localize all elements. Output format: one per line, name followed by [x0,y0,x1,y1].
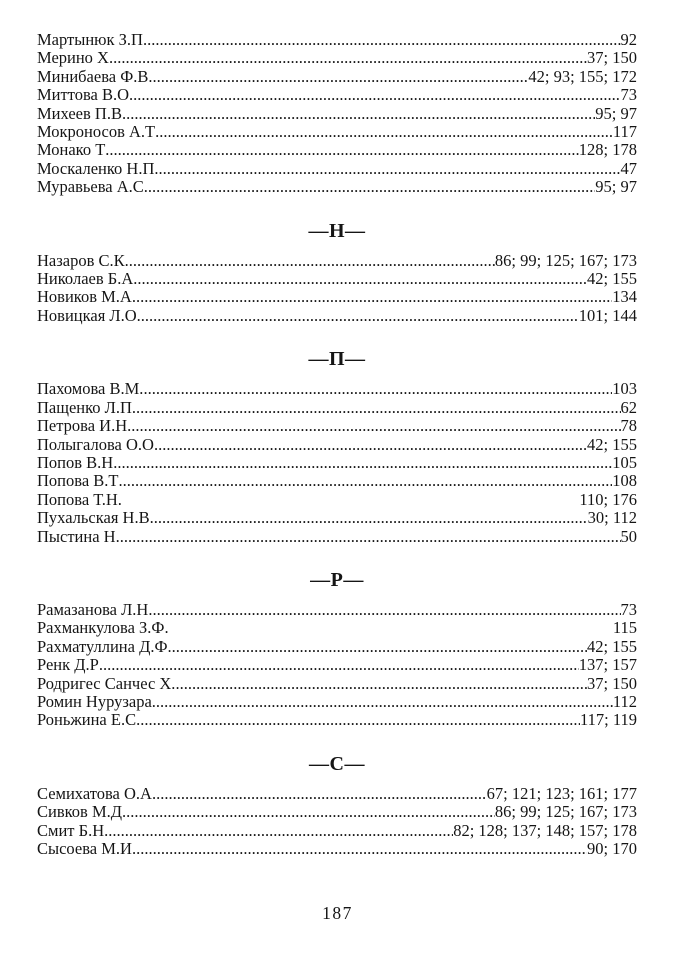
entry-name: Сивков М.Д [37,802,123,822]
index-entry [37,380,637,398]
entry-name: Мерино Х. [37,48,114,68]
entry-name: Пухальская Н.В [37,508,150,528]
entry-pages: 42; 155 [587,434,637,454]
dotted-leader [99,656,579,674]
index-entry [37,307,637,325]
entry-name: Пащенко Л.П. [37,397,137,417]
entry-pages: 82; 128; 137; 148; 157; 178 [453,820,637,840]
entry-name: Миттова В.О. [37,85,134,105]
index-entry [37,178,637,196]
index-entry [37,675,637,693]
entry-pages: 90; 170 [587,839,637,858]
section-header: —Н— [308,219,366,242]
entry-pages: 92 [620,30,637,49]
entry-name: Пахомова В.М. [37,379,144,399]
entry-pages: 30; 112 [587,508,637,528]
index-entry [37,822,637,840]
entry-name: Москаленко Н.П [37,158,155,178]
dotted-leader [175,675,587,693]
dotted-leader [113,49,587,67]
entry-pages: 62 [620,397,637,417]
entry-pages: 37; 150 [587,48,637,68]
entry-name: Назаров С.К [37,250,125,270]
entry-pages: 110; 176 [579,489,637,509]
entry-name: Петрова И.Н. [37,416,132,436]
index-entry [37,803,637,821]
index-entry [37,105,637,123]
index-entry [37,619,637,637]
index-entry [37,656,637,674]
entry-pages: 42; 155 [587,269,637,289]
section-header: —Р— [310,568,364,591]
dotted-leader [133,86,620,104]
entry-pages: 128; 178 [578,140,637,160]
entry-name: Смит Б.Н. [37,820,109,840]
entry-name: Семихатова О.А [37,783,152,803]
entry-name: Попова В.Т [37,471,119,491]
dotted-leader [143,380,612,398]
entry-name: Муравьева А.С [37,177,144,197]
entry-pages: 105 [612,452,637,472]
index-entry [37,528,637,546]
dotted-leader [144,178,595,196]
entry-pages: 101; 144 [578,305,637,325]
entry-name: Ренк Д.Р [37,655,99,675]
index-entry [37,252,637,270]
index-entry [37,417,637,435]
entry-pages: 137; 157 [578,655,637,675]
dotted-leader [122,803,495,821]
entry-pages: 86; 99; 125; 167; 173 [494,802,637,822]
entry-pages: 37; 150 [587,673,637,693]
index-entry [37,160,637,178]
entry-name: Родригес Санчес Х. [37,673,176,693]
entry-name: Николаев Б.А. [37,269,138,289]
dotted-leader [154,160,620,178]
index-entry [37,509,637,527]
author-index [37,31,637,858]
dotted-leader [136,399,620,417]
entry-name: Рахманкулова З.Ф. [37,618,169,638]
entry-name: Роньжина Е.С [37,710,137,730]
dotted-leader [117,454,612,472]
entry-name: Михеев П.В. [37,103,127,123]
entry-pages: 95; 97 [595,103,637,123]
index-entry [37,399,637,417]
index-entry [37,436,637,454]
dotted-leader [136,288,612,306]
entry-name: Рахматуллина Д.Ф [37,636,168,656]
dotted-leader [168,638,588,656]
dotted-leader [154,436,587,454]
entry-name: Минибаева Ф.В [37,66,149,86]
entry-pages: 42; 93; 155; 172 [528,66,637,86]
dotted-leader [136,711,580,729]
dotted-leader [148,68,528,86]
entry-pages: 103 [612,379,637,399]
index-entry [37,31,637,49]
entry-pages: 117 [612,122,637,142]
entry-name: Рамазанова Л.Н [37,599,149,619]
entry-name: Ромин Нурузара [37,691,152,711]
dotted-leader [143,31,621,49]
dotted-leader [125,252,495,270]
dotted-leader [132,840,587,858]
entry-pages: 47 [620,158,637,178]
entry-pages: 115 [612,618,637,638]
index-entry [37,491,637,509]
entry-name: Монако Т [37,140,106,160]
index-entry [37,711,637,729]
dotted-leader [108,822,453,840]
index-entry [37,840,637,858]
index-entry [37,270,637,288]
dotted-leader [118,472,612,490]
index-entry [37,49,637,67]
entry-pages: 73 [620,599,637,619]
entry-pages: 134 [612,287,637,307]
dotted-leader [105,141,578,159]
dotted-leader [141,307,579,325]
entry-pages: 108 [612,471,637,491]
section-header: —П— [308,348,366,371]
dotted-leader [152,693,613,711]
entry-name: Новиков М.А. [37,287,136,307]
entry-name: Пыстина Н [37,526,116,546]
dotted-leader [148,601,620,619]
entry-name: Мартынюк З.П [37,30,143,49]
dotted-leader [126,105,595,123]
entry-pages: 42; 155 [587,636,637,656]
dotted-leader [150,509,588,527]
entry-pages: 86; 99; 125; 167; 173 [494,250,637,270]
entry-name: Новицкая Л.О. [37,305,141,325]
index-entry [37,638,637,656]
dotted-leader [152,785,487,803]
section-header: —С— [309,752,365,775]
index-entry [37,288,637,306]
index-entry [37,601,637,619]
entry-name: Мокроносов А.Т [37,122,156,142]
index-entry [37,693,637,711]
dotted-leader [131,417,620,435]
entry-name: Полыгалова О.О [37,434,154,454]
index-entry [37,785,637,803]
entry-pages: 117; 119 [580,710,637,730]
entry-pages: 50 [620,526,637,546]
index-entry [37,123,637,141]
entry-name: Попов В.Н. [37,452,118,472]
entry-pages: 78 [620,416,637,436]
index-entry [37,86,637,104]
entry-pages: 112 [612,691,637,711]
index-entry [37,68,637,86]
entry-pages: 67; 121; 123; 161; 177 [486,783,637,803]
entry-pages: 95; 97 [595,177,637,197]
page-number: 187 [322,903,353,923]
dotted-leader [155,123,613,141]
index-entry [37,141,637,159]
entry-name: Сысоева М.И [37,839,132,858]
entry-pages: 73 [620,85,637,105]
index-entry [37,472,637,490]
dotted-leader [137,270,587,288]
dotted-leader [116,528,621,546]
index-entry [37,454,637,472]
entry-name: Попова Т.Н. [37,489,122,509]
